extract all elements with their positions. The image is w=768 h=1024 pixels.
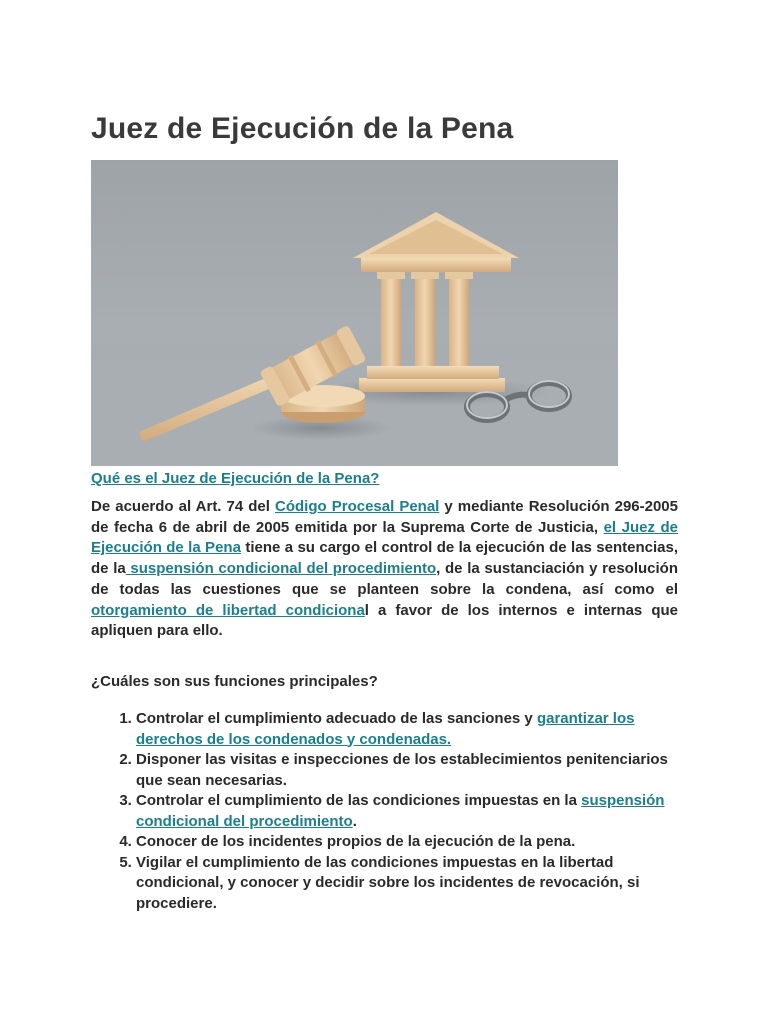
list-item (136, 791, 671, 832)
list-item (136, 709, 671, 750)
list-item (136, 832, 671, 853)
court-gavel-illustration (91, 160, 618, 466)
list-item-after: . (352, 812, 357, 830)
codigo-procesal-link[interactable]: Código Procesal Penal (275, 498, 440, 515)
intro-text-3: tiene a su cargo el control de la ejecución de las sentencias, de la (91, 539, 678, 578)
question-link-paragraph (91, 470, 379, 487)
question-link[interactable]: Qué es el Juez de Ejecución de la Pena? (91, 470, 380, 487)
intro-text-1: De acuerdo al Art. 74 del (91, 498, 276, 515)
list-item-text: Disponer las visitas e inspecciones de los establecimientos penitenciarios que sean necesarias. (136, 751, 668, 789)
intro-text-2: y mediante Resolución 296-2005 de fecha 6 de abril de 2005 emitida por la Suprema Corte de Justicia, (91, 498, 678, 536)
juez-ejecucion-link[interactable]: el Juez de Ejecución de la Pena (91, 518, 678, 557)
garantizar-derechos-link[interactable]: garantizar los derechos de los condenados y condenadas. (136, 710, 635, 748)
intro-text-4: , de la sustanciación y resolución de todas las cuestiones que se planteen sobre la condena, así como el (91, 560, 678, 598)
intro-paragraph (91, 497, 678, 642)
list-item-text: Controlar el cumplimiento adecuado de las sanciones y (136, 710, 537, 727)
page-title: Juez de Ejecución de la Pena (91, 112, 514, 145)
list-item (136, 853, 671, 915)
list-item-text: Vigilar el cumplimiento de las condiciones impuestas en la libertad condicional, y conocer y decidir sobre los incidentes de revocación, si procediere. (136, 853, 640, 912)
intro-text-5: l a favor de los internos e internas que apliquen para ello. (91, 601, 678, 640)
list-item (136, 750, 671, 791)
suspension-procedimiento-link[interactable]: suspensión condicional del procedimiento (136, 792, 665, 830)
functions-heading: ¿Cuáles son sus funciones principales? (91, 673, 378, 690)
suspension-condicional-link[interactable]: suspensión condicional del procedimiento (125, 560, 437, 578)
functions-list (91, 709, 671, 914)
list-item-text: Conocer de los incidentes propios de la ejecución de la pena. (136, 833, 576, 850)
hero-image (91, 160, 618, 466)
libertad-condicional-link[interactable]: otorgamiento de libertad condiciona (91, 601, 365, 619)
list-item-text: Controlar el cumplimiento de las condiciones impuestas en la (136, 792, 582, 809)
